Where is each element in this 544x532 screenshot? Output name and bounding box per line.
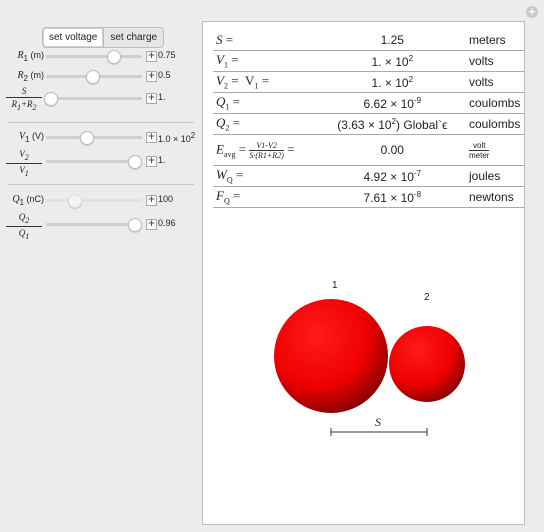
r1-slider-track[interactable] — [46, 55, 142, 58]
result-unit: volts — [466, 72, 524, 93]
expand-icon[interactable]: + — [527, 5, 537, 18]
result-row-v2 — [213, 72, 524, 93]
r2-slider-thumb[interactable] — [86, 70, 100, 84]
q1-slider-thumb[interactable] — [68, 194, 82, 208]
tab-set-voltage[interactable]: set voltage — [42, 27, 104, 48]
result-value: 1.25 — [319, 30, 466, 51]
qratio-value: 0.96 — [158, 218, 176, 228]
vratio-value: 1. — [158, 155, 166, 165]
v1-value: $1.0 \times 10^2$ — [158, 131, 196, 144]
qratio-slider-thumb[interactable] — [128, 218, 142, 232]
v1-slider-thumb[interactable] — [80, 131, 94, 145]
vratio-expand-icon[interactable]: + — [147, 156, 156, 166]
vratio-control — [0, 149, 200, 178]
v1-control — [0, 128, 200, 146]
result-unit: volts — [466, 51, 524, 72]
results-table — [213, 30, 524, 208]
ratio-slider-thumb[interactable] — [44, 92, 58, 106]
sphere-1 — [274, 299, 388, 413]
result-row-wq — [213, 166, 524, 187]
result-value: 1. × $10^2$ — [319, 51, 466, 72]
r1-slider-thumb[interactable] — [107, 50, 121, 64]
result-value: $(3.63 \times 10^2)$ Global`ϵ — [319, 114, 466, 135]
result-value: $4.92 \times 10^{-7}$ — [319, 166, 466, 187]
q1-slider-track[interactable] — [46, 199, 142, 202]
result-symbol: $Q_1$ = — [213, 93, 319, 114]
r1-value: 0.75 — [158, 50, 176, 60]
r2-control — [0, 67, 200, 85]
sphere-2 — [389, 326, 465, 402]
r2-label: $R_2$ (m) — [17, 70, 44, 83]
qratio-label: $\frac{Q_2}{Q_1}$ — [6, 212, 42, 241]
ratio-slider-track[interactable] — [46, 97, 142, 100]
ratio-label: $\frac{S}{R_1+R_2}$ — [6, 86, 42, 112]
result-unit: meters — [466, 30, 524, 51]
mode-tabs — [42, 27, 164, 48]
vratio-label: $\frac{V_2}{V_1}$ — [6, 149, 42, 178]
result-unit: volt meter — [466, 135, 524, 166]
result-unit: coulombs — [466, 93, 524, 114]
r1-expand-icon[interactable]: + — [147, 51, 156, 61]
result-row-fq — [213, 187, 524, 208]
result-unit: newtons — [466, 187, 524, 208]
vratio-slider-thumb[interactable] — [128, 155, 142, 169]
ratio-expand-icon[interactable]: + — [147, 93, 156, 103]
eavg-formula: $\frac{V1-V2}{S\cdot(R1+R2)}$ — [249, 140, 284, 160]
qratio-expand-icon[interactable]: + — [147, 219, 156, 229]
result-symbol: $Q_2$ = — [213, 114, 319, 135]
tab-set-charge[interactable]: set charge — [104, 27, 164, 48]
result-row-s — [213, 30, 524, 51]
result-row-v1 — [213, 51, 524, 72]
sphere-2-label: 2 — [424, 292, 430, 303]
q1-value: 100 — [158, 194, 174, 204]
output-panel — [202, 21, 525, 525]
result-value: $6.62 \times 10^{-9}$ — [319, 93, 466, 114]
q1-control — [0, 191, 200, 209]
spheres-scene — [203, 262, 524, 482]
r2-value: 0.5 — [158, 70, 171, 80]
result-value: 1. × $10^2$ — [319, 72, 466, 93]
result-unit: coulombs — [466, 114, 524, 135]
r2-expand-icon[interactable]: + — [147, 71, 156, 81]
q1-label: $Q_1$ (nC) — [12, 194, 44, 207]
result-symbol: $V_1$ = — [213, 51, 319, 72]
v1-slider-track[interactable] — [46, 136, 142, 139]
v1-label: $V_1$ (V) — [18, 131, 44, 144]
ratio-value: 1. — [158, 92, 166, 102]
result-symbol: $V_2 = V_1$ = — [213, 72, 319, 93]
r1-control — [0, 47, 200, 65]
result-symbol: S = — [213, 30, 319, 51]
ratio-control — [0, 86, 200, 112]
result-row-eavg — [213, 135, 524, 166]
v1-expand-icon[interactable]: + — [147, 132, 156, 142]
qratio-control — [0, 212, 200, 241]
result-value: $7.61 \times 10^{-8}$ — [319, 187, 466, 208]
sphere-1-label: 1 — [332, 280, 338, 291]
result-symbol: $W_Q$ = — [213, 166, 319, 187]
result-symbol: $E_{avg}$ = $\frac{V1-V2}{S\cdot(R1+R2)}$ = — [213, 135, 319, 166]
q1-expand-icon[interactable]: + — [147, 195, 156, 205]
result-symbol: $F_Q$ = — [213, 187, 319, 208]
result-row-q2 — [213, 114, 524, 135]
result-row-q1 — [213, 93, 524, 114]
divider — [8, 122, 194, 123]
result-unit: joules — [466, 166, 524, 187]
distance-label: S — [375, 415, 381, 429]
r1-label: $R_1$ (m) — [17, 50, 44, 63]
divider — [8, 184, 194, 185]
result-value: 0.00 — [319, 135, 466, 166]
